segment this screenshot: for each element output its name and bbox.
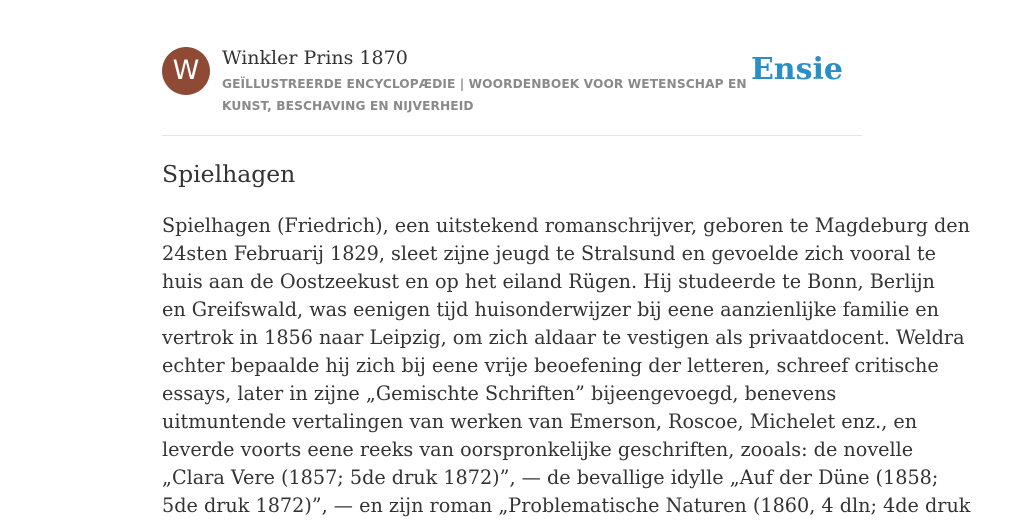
entry-body-line: uitmuntende vertalingen van werken van Emerson, Roscoe, Michelet enz., en — [162, 410, 918, 433]
entry-title: Spielhagen — [162, 160, 296, 188]
source-title-link[interactable]: Winkler Prins 1870 — [222, 47, 408, 69]
source-subtitle: GEÏLLUSTREERDE ENCYCLOPÆDIE | WOORDENBOEK VOOR WETENSCHAP EN KUNST, BESCHAVING EN NIJVERHEID — [222, 77, 747, 113]
entry-body-line: Spielhagen (Friedrich), een uitstekend romanschrijver, geboren te Magdeburg den — [162, 214, 970, 237]
entry-body-line: leverde voorts eene reeks van oorspronkelijke geschriften, zooals: de novelle — [162, 438, 914, 461]
entry-body-line: 24sten Februarij 1829, sleet zijne jeugd te Stralsund en gevoelde zich vooral te — [162, 242, 936, 265]
entry-body-line: 5de druk 1872)”, — en zijn roman „Problematische Naturen (1860, 4 dln; 4de druk — [162, 494, 971, 517]
entry-body-line: huis aan de Oostzeekust en op het eiland Rügen. Hij studeerde te Bonn, Berlijn — [162, 270, 935, 293]
entry-body-line: „Clara Vere (1857; 5de druk 1872)”, — de bevallige idylle „Auf der Düne (1858; — [162, 466, 939, 489]
ensie-logo-link[interactable]: Ensie — [750, 52, 843, 87]
entry-body — [162, 212, 971, 520]
header-divider — [162, 135, 862, 136]
source-avatar[interactable]: W — [162, 47, 210, 95]
entry-body-line: en Greifswald, was eenigen tijd huisonderwijzer bij eene aanzienlijke familie en — [162, 298, 939, 321]
source-header — [162, 46, 862, 136]
entry-body-line: echter bepaalde hij zich bij eene vrije beoefening der letteren, schreef critische — [162, 354, 939, 377]
entry-body-line: vertrok in 1856 naar Leipzig, om zich aldaar te vestigen als privaatdocent. Weldra — [162, 326, 965, 349]
entry-body-line: essays, later in zijne „Gemischte Schriften” bijeengevoegd, benevens — [162, 382, 837, 405]
